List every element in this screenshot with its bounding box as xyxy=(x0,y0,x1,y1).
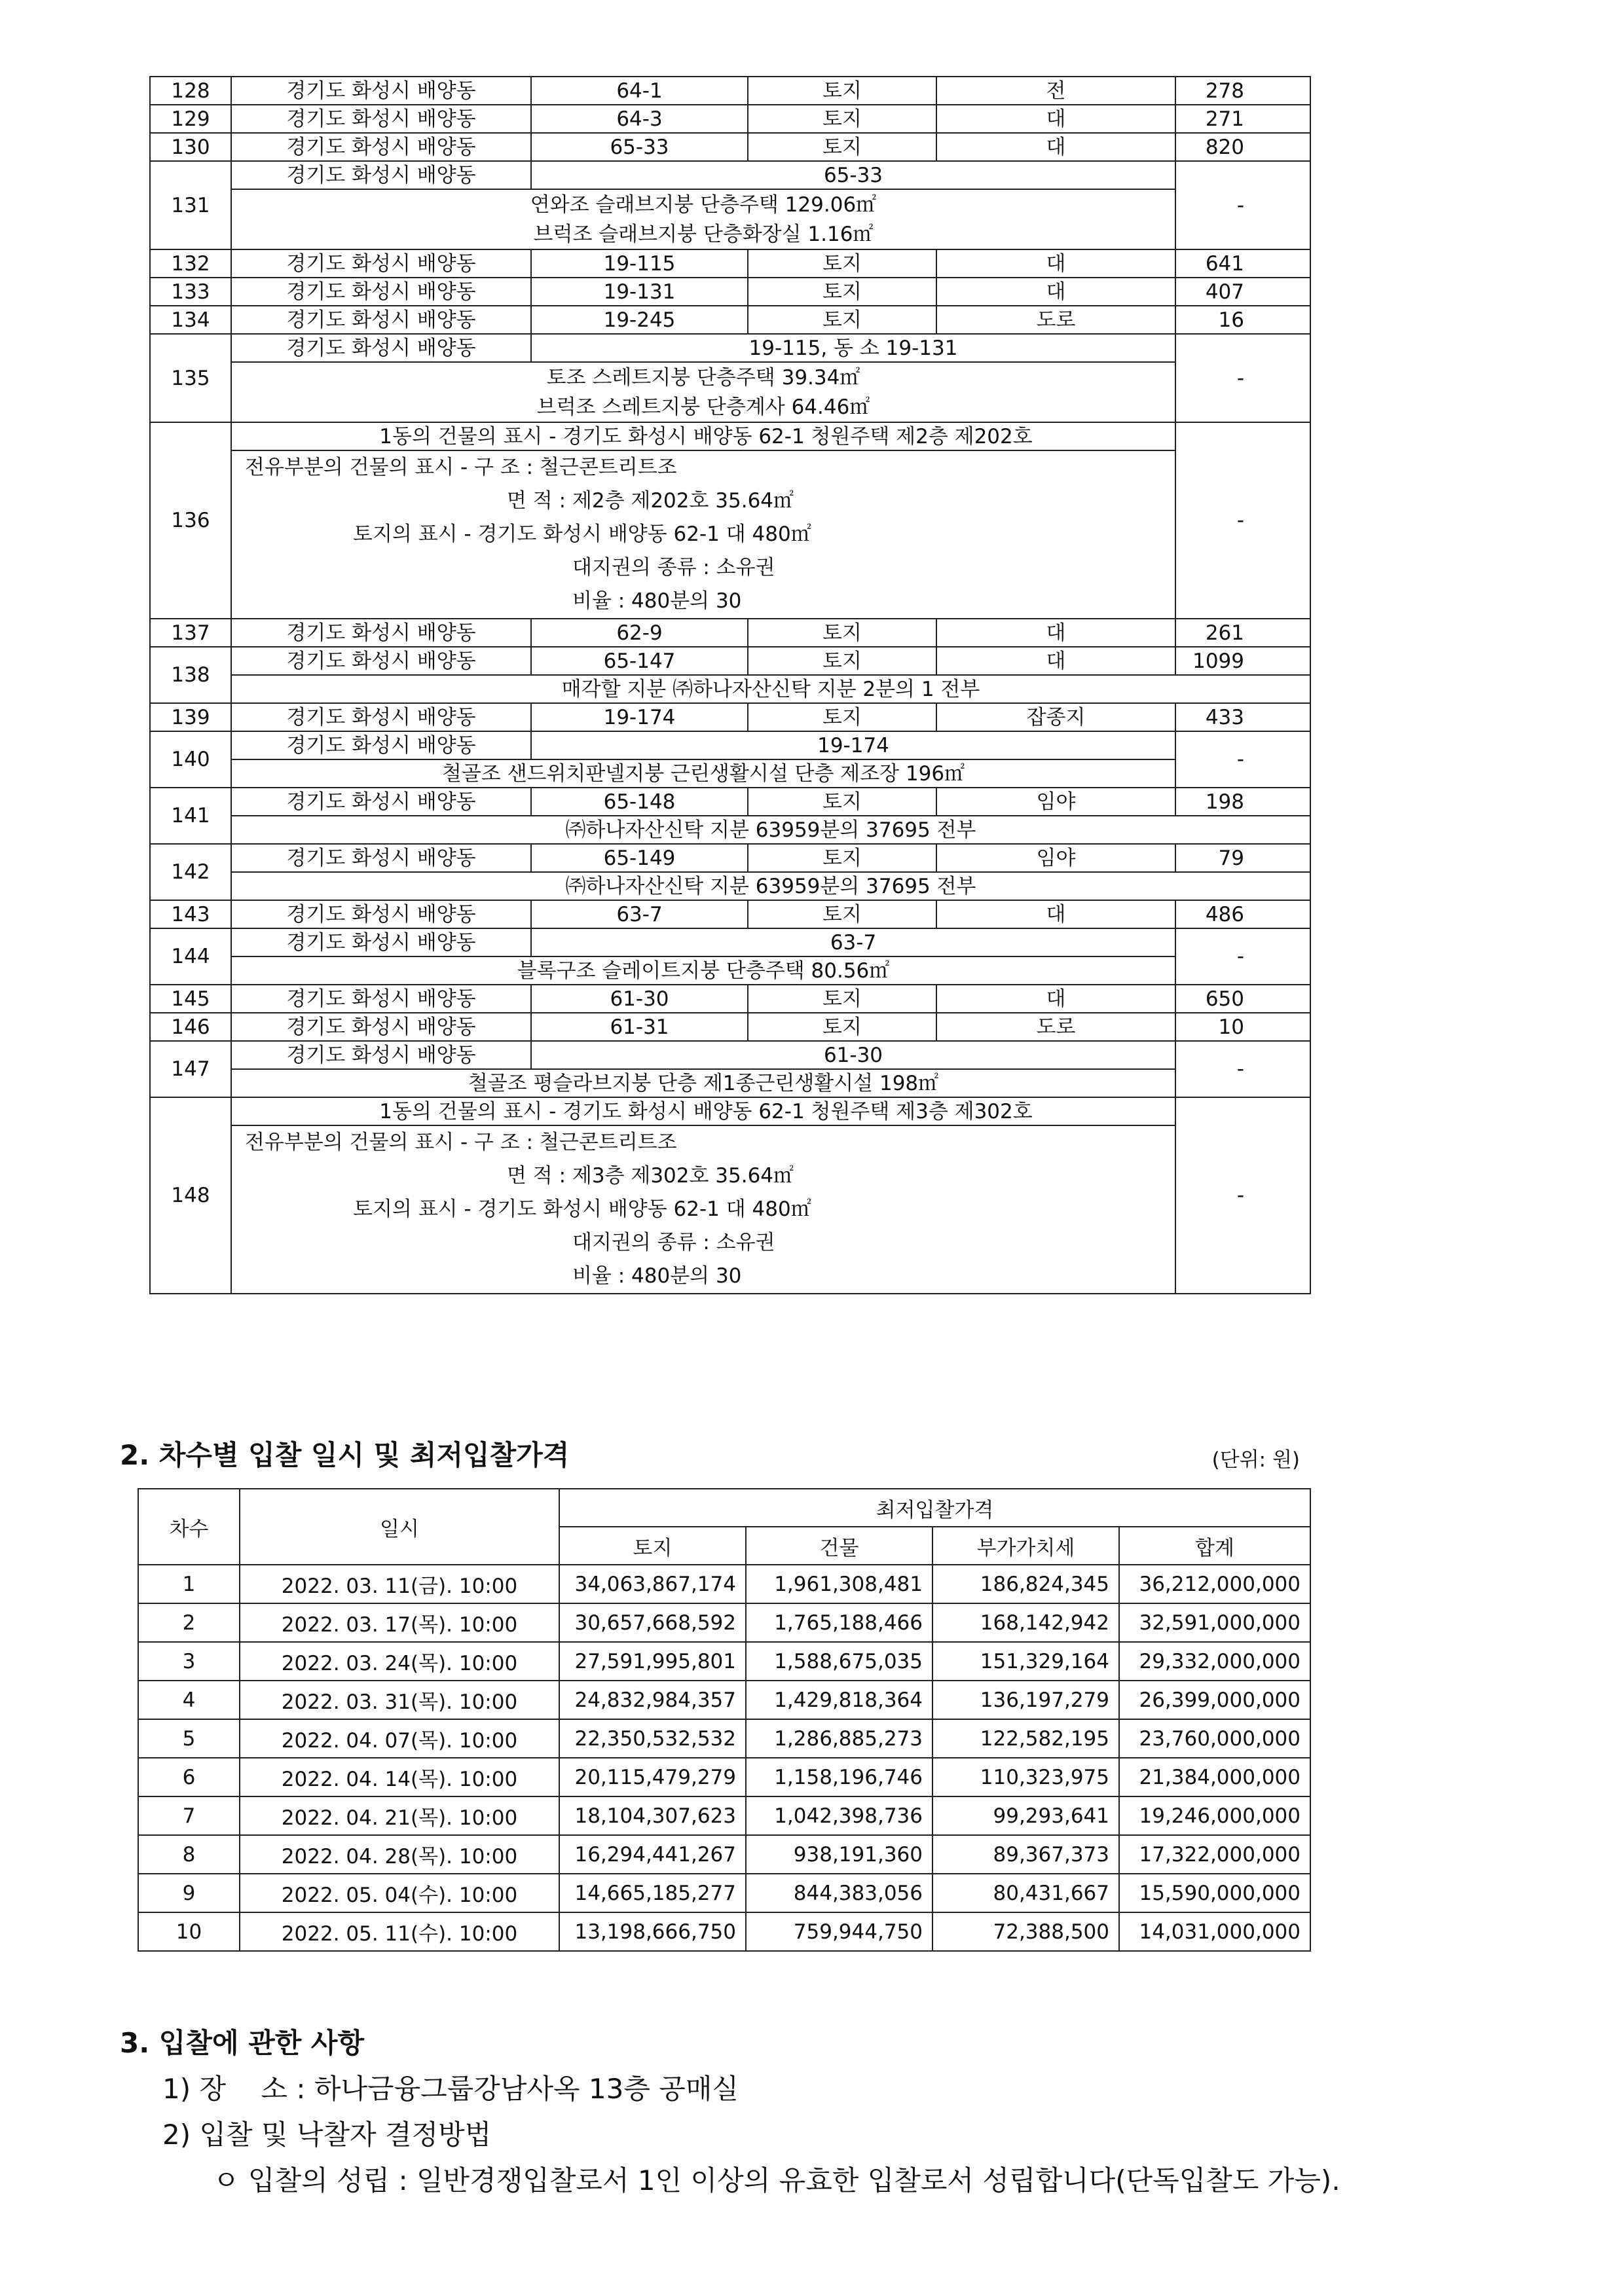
building-description: 브럭조 스레트지붕 단층계사 64.46㎡ xyxy=(231,392,1175,422)
building-price-cell: 1,961,308,481 xyxy=(746,1565,932,1603)
row-number: 136 xyxy=(150,422,231,619)
datetime-cell: 2022. 03. 31(목). 10:00 xyxy=(240,1681,559,1719)
table-row xyxy=(150,1013,1310,1041)
datetime-cell: 2022. 05. 11(수). 10:00 xyxy=(240,1912,559,1951)
address-cell: 경기도 화성시 배양동 xyxy=(231,1013,531,1041)
building-price-cell: 1,286,885,273 xyxy=(746,1719,932,1758)
total-price-cell: 19,246,000,000 xyxy=(1119,1796,1310,1835)
address-cell: 경기도 화성시 배양동 xyxy=(231,77,531,105)
row-number: 137 xyxy=(150,619,231,647)
table-row xyxy=(150,1125,1310,1294)
building-price-cell: 1,042,398,736 xyxy=(746,1796,932,1835)
building-price-cell: 1,429,818,364 xyxy=(746,1681,932,1719)
area-cell: 278 xyxy=(1175,77,1310,105)
property-kind: 토지 xyxy=(748,844,936,872)
property-kind: 토지 xyxy=(748,619,936,647)
lot-number: 19-174 xyxy=(531,731,1175,759)
address-cell: 경기도 화성시 배양동 xyxy=(231,619,531,647)
area-cell: - xyxy=(1175,334,1310,422)
table-row xyxy=(150,362,1310,392)
land-use: 전 xyxy=(936,77,1175,105)
header-datetime: 일시 xyxy=(240,1489,559,1565)
row-number: 143 xyxy=(150,900,231,928)
total-price-cell: 23,760,000,000 xyxy=(1119,1719,1310,1758)
property-kind: 토지 xyxy=(748,703,936,731)
unit-detail-line: 전유부분의 건물의 표시 - 구 조 : 철근콘트리트조 xyxy=(245,456,677,479)
lot-number: 65-33 xyxy=(531,161,1175,189)
table-row xyxy=(138,1565,1310,1603)
table-row xyxy=(150,957,1310,985)
land-use: 대 xyxy=(936,105,1175,133)
share-note: ㈜하나자산신탁 지분 63959분의 37695 전부 xyxy=(231,872,1310,900)
bid-place: 1) 장 소 : 하나금융그룹강남사옥 13층 공매실 xyxy=(162,2073,739,2105)
lot-number: 61-30 xyxy=(531,1041,1175,1069)
round-cell: 2 xyxy=(138,1603,240,1642)
land-price-cell: 16,294,441,267 xyxy=(559,1835,746,1874)
table-row xyxy=(150,759,1310,788)
row-number: 131 xyxy=(150,161,231,249)
area-cell: 79 xyxy=(1175,844,1310,872)
area-cell: - xyxy=(1175,422,1310,619)
property-kind: 토지 xyxy=(748,306,936,334)
round-cell: 7 xyxy=(138,1796,240,1835)
row-number: 128 xyxy=(150,77,231,105)
table-row xyxy=(150,422,1310,450)
datetime-cell: 2022. 04. 07(목). 10:00 xyxy=(240,1719,559,1758)
land-use: 대 xyxy=(936,647,1175,675)
row-number: 129 xyxy=(150,105,231,133)
table-row xyxy=(150,77,1310,105)
unit-detail-line: 면 적 : 제3층 제302호 35.64㎡ xyxy=(507,1164,794,1188)
total-price-cell: 32,591,000,000 xyxy=(1119,1603,1310,1642)
address-cell: 경기도 화성시 배양동 xyxy=(231,731,531,759)
row-number: 133 xyxy=(150,278,231,306)
land-use: 대 xyxy=(936,985,1175,1013)
datetime-cell: 2022. 04. 14(목). 10:00 xyxy=(240,1758,559,1796)
unit-detail-cell xyxy=(231,450,1175,619)
land-price-cell: 14,665,185,277 xyxy=(559,1874,746,1912)
section-3-title: 3. 입찰에 관한 사항 xyxy=(120,2027,365,2059)
land-use: 잡종지 xyxy=(936,703,1175,731)
row-number: 135 xyxy=(150,334,231,422)
table-row xyxy=(150,1097,1310,1125)
table-row xyxy=(150,1069,1310,1097)
row-number: 142 xyxy=(150,844,231,900)
row-number: 148 xyxy=(150,1097,231,1294)
row-number: 139 xyxy=(150,703,231,731)
table-row xyxy=(138,1835,1310,1874)
address-cell: 경기도 화성시 배양동 xyxy=(231,334,531,362)
table-row xyxy=(150,900,1310,928)
section-2-title: 2. 차수별 입찰 일시 및 최저입찰가격 xyxy=(120,1439,570,1471)
area-cell: - xyxy=(1175,161,1310,249)
lot-number: 64-3 xyxy=(531,105,748,133)
vat-cell: 72,388,500 xyxy=(932,1912,1119,1951)
table-row xyxy=(150,306,1310,334)
header-round: 차수 xyxy=(138,1489,240,1565)
table-row xyxy=(150,219,1310,249)
unit-detail-line: 면 적 : 제2층 제202호 35.64㎡ xyxy=(507,489,794,513)
vat-cell: 151,329,164 xyxy=(932,1642,1119,1681)
address-cell: 경기도 화성시 배양동 xyxy=(231,703,531,731)
area-cell: 650 xyxy=(1175,985,1310,1013)
lot-number: 19-174 xyxy=(531,703,748,731)
address-cell: 경기도 화성시 배양동 xyxy=(231,928,531,957)
property-kind: 토지 xyxy=(748,985,936,1013)
area-cell: 261 xyxy=(1175,619,1310,647)
row-number: 141 xyxy=(150,788,231,844)
land-use: 대 xyxy=(936,249,1175,278)
address-cell: 경기도 화성시 배양동 xyxy=(231,133,531,161)
building-price-cell: 1,588,675,035 xyxy=(746,1642,932,1681)
row-number: 138 xyxy=(150,647,231,703)
round-cell: 5 xyxy=(138,1719,240,1758)
table-row xyxy=(150,249,1310,278)
header-total: 합계 xyxy=(1119,1527,1310,1565)
building-description: 브럭조 슬래브지붕 단층화장실 1.16㎡ xyxy=(231,219,1175,249)
area-cell: 820 xyxy=(1175,133,1310,161)
land-use: 대 xyxy=(936,278,1175,306)
land-use: 대 xyxy=(936,619,1175,647)
vat-cell: 168,142,942 xyxy=(932,1603,1119,1642)
property-kind: 토지 xyxy=(748,105,936,133)
address-cell: 경기도 화성시 배양동 xyxy=(231,306,531,334)
datetime-cell: 2022. 03. 24(목). 10:00 xyxy=(240,1642,559,1681)
lot-number: 65-149 xyxy=(531,844,748,872)
lot-number: 63-7 xyxy=(531,900,748,928)
table-row xyxy=(150,731,1310,759)
land-use: 임야 xyxy=(936,844,1175,872)
table-row xyxy=(138,1912,1310,1951)
datetime-cell: 2022. 03. 11(금). 10:00 xyxy=(240,1565,559,1603)
table-row xyxy=(150,392,1310,422)
table-row xyxy=(138,1603,1310,1642)
land-price-cell: 20,115,479,279 xyxy=(559,1758,746,1796)
unit-building-line: 1동의 건물의 표시 - 경기도 화성시 배양동 62-1 청원주택 제3층 제302호 xyxy=(231,1097,1175,1125)
table-row xyxy=(138,1874,1310,1912)
property-kind: 토지 xyxy=(748,77,936,105)
round-cell: 10 xyxy=(138,1912,240,1951)
building-description: 철골조 평슬라브지붕 단층 제1종근린생활시설 198㎡ xyxy=(231,1069,1175,1097)
table-row xyxy=(150,816,1310,844)
area-cell: 641 xyxy=(1175,249,1310,278)
row-number: 134 xyxy=(150,306,231,334)
land-use: 도로 xyxy=(936,1013,1175,1041)
total-price-cell: 14,031,000,000 xyxy=(1119,1912,1310,1951)
row-number: 147 xyxy=(150,1041,231,1097)
lot-number: 19-115 xyxy=(531,249,748,278)
table-row xyxy=(150,189,1310,219)
total-price-cell: 15,590,000,000 xyxy=(1119,1874,1310,1912)
area-cell: 433 xyxy=(1175,703,1310,731)
unit-detail-line: 전유부분의 건물의 표시 - 구 조 : 철근콘트리트조 xyxy=(245,1131,677,1154)
vat-cell: 122,582,195 xyxy=(932,1719,1119,1758)
price-table xyxy=(138,1488,1311,1952)
header-land: 토지 xyxy=(559,1527,746,1565)
address-cell: 경기도 화성시 배양동 xyxy=(231,900,531,928)
area-cell: 1099 xyxy=(1175,647,1310,675)
address-cell: 경기도 화성시 배양동 xyxy=(231,161,531,189)
round-cell: 4 xyxy=(138,1681,240,1719)
table-row xyxy=(150,450,1310,619)
land-use: 대 xyxy=(936,133,1175,161)
building-description: 블록구조 슬레이트지붕 단층주택 80.56㎡ xyxy=(231,957,1175,985)
building-price-cell: 844,383,056 xyxy=(746,1874,932,1912)
lot-number: 64-1 xyxy=(531,77,748,105)
vat-cell: 89,367,373 xyxy=(932,1835,1119,1874)
row-number: 144 xyxy=(150,928,231,985)
land-price-cell: 34,063,867,174 xyxy=(559,1565,746,1603)
unit-building-line: 1동의 건물의 표시 - 경기도 화성시 배양동 62-1 청원주택 제2층 제202호 xyxy=(231,422,1175,450)
row-number: 132 xyxy=(150,249,231,278)
table-row xyxy=(150,928,1310,957)
total-price-cell: 36,212,000,000 xyxy=(1119,1565,1310,1603)
address-cell: 경기도 화성시 배양동 xyxy=(231,647,531,675)
table-row xyxy=(138,1719,1310,1758)
address-cell: 경기도 화성시 배양동 xyxy=(231,278,531,306)
table-row xyxy=(150,161,1310,189)
round-cell: 1 xyxy=(138,1565,240,1603)
table-row xyxy=(150,675,1310,703)
property-kind: 토지 xyxy=(748,249,936,278)
table-row xyxy=(138,1642,1310,1681)
area-cell: 10 xyxy=(1175,1013,1310,1041)
table-row xyxy=(138,1681,1310,1719)
building-price-cell: 938,191,360 xyxy=(746,1835,932,1874)
table-row xyxy=(150,619,1310,647)
table-row xyxy=(150,647,1310,675)
lot-number: 62-9 xyxy=(531,619,748,647)
unit-detail-cell xyxy=(231,1125,1175,1294)
table-row xyxy=(150,133,1310,161)
table-row xyxy=(138,1758,1310,1796)
property-table xyxy=(149,76,1311,1294)
unit-detail-line: 비율 : 480분의 30 xyxy=(572,1264,742,1288)
building-price-cell: 759,944,750 xyxy=(746,1912,932,1951)
land-price-cell: 30,657,668,592 xyxy=(559,1603,746,1642)
building-description: 토조 스레트지붕 단층주택 39.34㎡ xyxy=(231,362,1175,392)
header-building: 건물 xyxy=(746,1527,932,1565)
row-number: 146 xyxy=(150,1013,231,1041)
round-cell: 8 xyxy=(138,1835,240,1874)
area-cell: 271 xyxy=(1175,105,1310,133)
vat-cell: 110,323,975 xyxy=(932,1758,1119,1796)
datetime-cell: 2022. 04. 21(목). 10:00 xyxy=(240,1796,559,1835)
vat-cell: 80,431,667 xyxy=(932,1874,1119,1912)
property-kind: 토지 xyxy=(748,133,936,161)
address-cell: 경기도 화성시 배양동 xyxy=(231,788,531,816)
lot-number: 19-245 xyxy=(531,306,748,334)
header-vat: 부가가치세 xyxy=(932,1527,1119,1565)
property-kind: 토지 xyxy=(748,788,936,816)
vat-cell: 186,824,345 xyxy=(932,1565,1119,1603)
unit-detail-line: 비율 : 480분의 30 xyxy=(572,589,742,613)
unit-detail-line: 대지권의 종류 : 소유권 xyxy=(572,1231,775,1254)
total-price-cell: 26,399,000,000 xyxy=(1119,1681,1310,1719)
datetime-cell: 2022. 05. 04(수). 10:00 xyxy=(240,1874,559,1912)
total-price-cell: 29,332,000,000 xyxy=(1119,1642,1310,1681)
building-description: 연와조 슬래브지붕 단층주택 129.06㎡ xyxy=(231,189,1175,219)
lot-number: 19-115, 동 소 19-131 xyxy=(531,334,1175,362)
building-price-cell: 1,158,196,746 xyxy=(746,1758,932,1796)
table-row xyxy=(150,872,1310,900)
datetime-cell: 2022. 04. 28(목). 10:00 xyxy=(240,1835,559,1874)
property-kind: 토지 xyxy=(748,900,936,928)
property-kind: 토지 xyxy=(748,647,936,675)
address-cell: 경기도 화성시 배양동 xyxy=(231,844,531,872)
table-row xyxy=(138,1796,1310,1835)
address-cell: 경기도 화성시 배양동 xyxy=(231,985,531,1013)
property-kind: 토지 xyxy=(748,1013,936,1041)
land-use: 대 xyxy=(936,900,1175,928)
land-price-cell: 22,350,532,532 xyxy=(559,1719,746,1758)
address-cell: 경기도 화성시 배양동 xyxy=(231,1041,531,1069)
share-note: 매각할 지분 ㈜하나자산신탁 지분 2분의 1 전부 xyxy=(231,675,1310,703)
property-kind: 토지 xyxy=(748,278,936,306)
share-note: ㈜하나자산신탁 지분 63959분의 37695 전부 xyxy=(231,816,1310,844)
address-cell: 경기도 화성시 배양동 xyxy=(231,249,531,278)
total-price-cell: 17,322,000,000 xyxy=(1119,1835,1310,1874)
area-cell: 16 xyxy=(1175,306,1310,334)
unit-detail-line: 토지의 표시 - 경기도 화성시 배양동 62-1 대 480㎡ xyxy=(353,522,811,546)
area-cell: - xyxy=(1175,731,1310,788)
bid-method: 2) 입찰 및 낙찰자 결정방법 xyxy=(162,2119,492,2151)
unit-detail-line: 대지권의 종류 : 소유권 xyxy=(572,556,775,579)
unit-detail-line: 토지의 표시 - 경기도 화성시 배양동 62-1 대 480㎡ xyxy=(353,1197,811,1221)
area-cell: 486 xyxy=(1175,900,1310,928)
area-cell: - xyxy=(1175,928,1310,985)
building-price-cell: 1,765,188,466 xyxy=(746,1603,932,1642)
row-number: 130 xyxy=(150,133,231,161)
area-cell: - xyxy=(1175,1041,1310,1097)
table-row xyxy=(150,105,1310,133)
table-row xyxy=(150,703,1310,731)
lot-number: 61-30 xyxy=(531,985,748,1013)
area-cell: 198 xyxy=(1175,788,1310,816)
lot-number: 65-33 xyxy=(531,133,748,161)
area-cell: - xyxy=(1175,1097,1310,1294)
lot-number: 61-31 xyxy=(531,1013,748,1041)
table-row xyxy=(150,788,1310,816)
lot-number: 63-7 xyxy=(531,928,1175,957)
row-number: 145 xyxy=(150,985,231,1013)
building-description: 철골조 샌드위치판넬지붕 근린생활시설 단층 제조장 196㎡ xyxy=(231,759,1175,788)
land-use: 임야 xyxy=(936,788,1175,816)
lot-number: 65-148 xyxy=(531,788,748,816)
address-cell: 경기도 화성시 배양동 xyxy=(231,105,531,133)
row-number: 140 xyxy=(150,731,231,788)
round-cell: 3 xyxy=(138,1642,240,1681)
land-use: 도로 xyxy=(936,306,1175,334)
unit-label: (단위: 원) xyxy=(1211,1448,1300,1472)
bid-establishment: ㅇ 입찰의 성립 : 일반경쟁입찰로서 1인 이상의 유효한 입찰로서 성립합니다(단독입찰도 가능). xyxy=(213,2164,1340,2196)
table-row xyxy=(150,278,1310,306)
vat-cell: 136,197,279 xyxy=(932,1681,1119,1719)
lot-number: 65-147 xyxy=(531,647,748,675)
land-price-cell: 18,104,307,623 xyxy=(559,1796,746,1835)
header-min-price: 최저입찰가격 xyxy=(559,1489,1310,1527)
land-price-cell: 24,832,984,357 xyxy=(559,1681,746,1719)
round-cell: 6 xyxy=(138,1758,240,1796)
table-row xyxy=(150,844,1310,872)
table-row xyxy=(150,1041,1310,1069)
table-row xyxy=(150,985,1310,1013)
area-cell: 407 xyxy=(1175,278,1310,306)
datetime-cell: 2022. 03. 17(목). 10:00 xyxy=(240,1603,559,1642)
vat-cell: 99,293,641 xyxy=(932,1796,1119,1835)
lot-number: 19-131 xyxy=(531,278,748,306)
round-cell: 9 xyxy=(138,1874,240,1912)
table-row xyxy=(150,334,1310,362)
land-price-cell: 13,198,666,750 xyxy=(559,1912,746,1951)
total-price-cell: 21,384,000,000 xyxy=(1119,1758,1310,1796)
land-price-cell: 27,591,995,801 xyxy=(559,1642,746,1681)
